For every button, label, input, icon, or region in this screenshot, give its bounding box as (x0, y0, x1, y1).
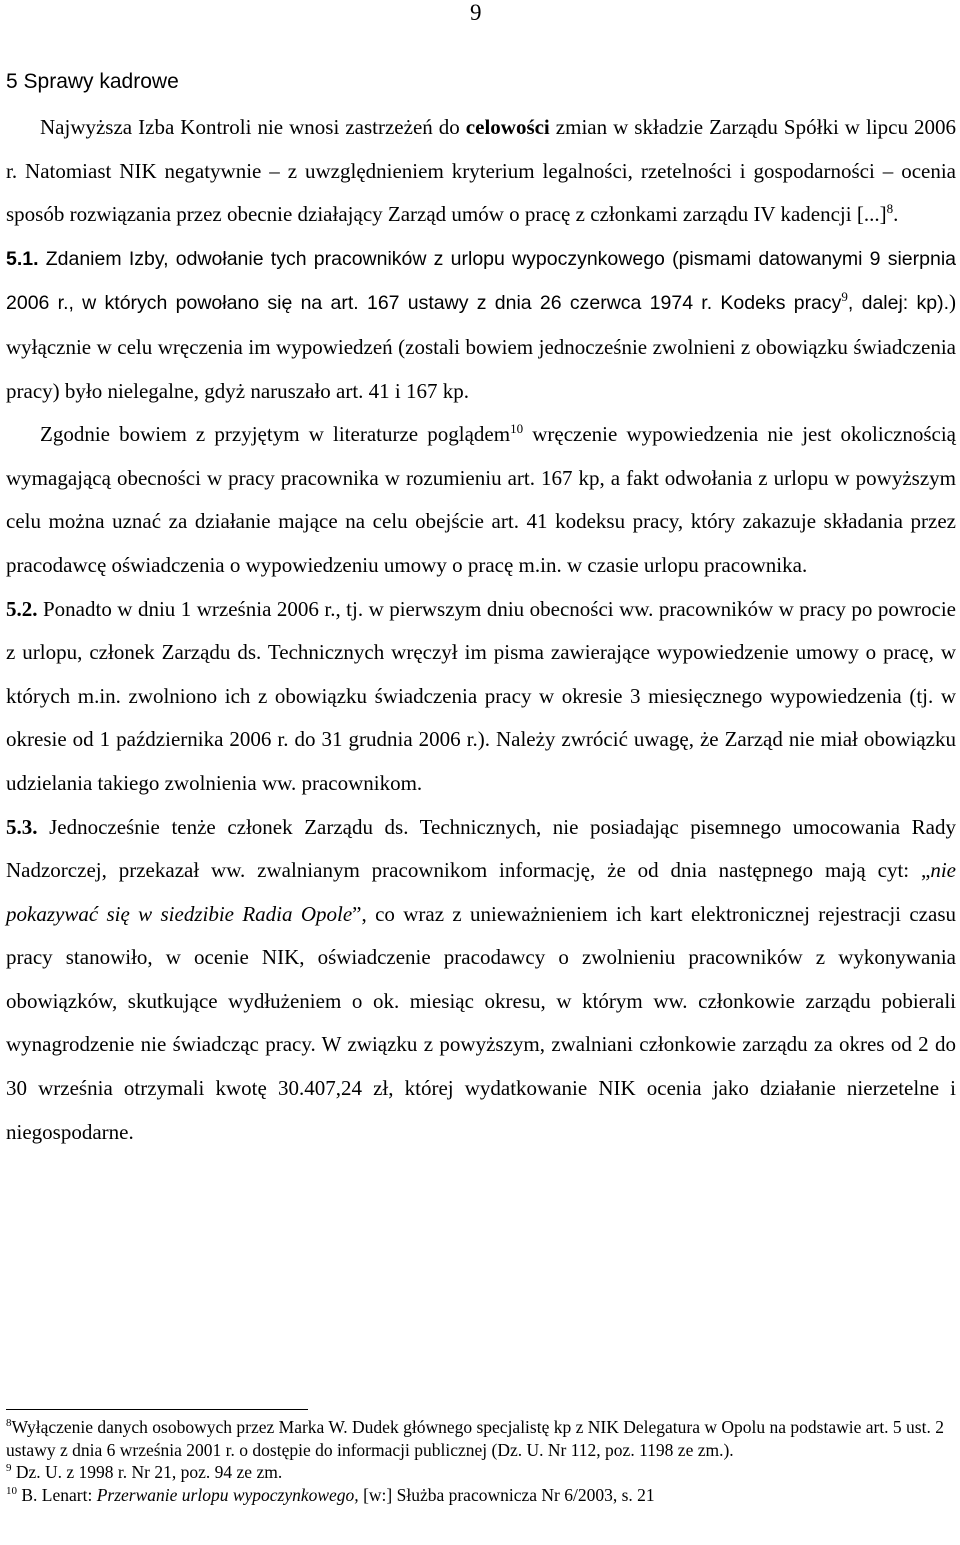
subsection-number: 5.3. (6, 814, 38, 839)
quoted-phrase: nie pokazywać się w siedzibie Radia Opole (6, 858, 956, 926)
paragraph-zgodnie (6, 413, 956, 587)
footnote-title: Przerwanie urlopu wypoczynkowego, (96, 1484, 359, 1505)
footnote-ref-9[interactable]: 9 (841, 289, 848, 305)
paragraph-text: , dalej: kp). (847, 292, 949, 315)
bold-term: celowości (465, 115, 550, 139)
footnotes (6, 1416, 956, 1506)
footnote-number: 8 (6, 1417, 12, 1429)
footnote-ref-8[interactable]: 8 (886, 201, 894, 217)
subsection-5-2 (6, 588, 956, 806)
footnote-ref-10[interactable]: 10 (510, 421, 524, 437)
footnote-number: 9 (6, 1462, 12, 1474)
paragraph-text: ”, co wraz z unieważnieniem ich kart elektronicznej rejestracji czasu pracy stanowiło, w ocenie NIK, oświadczenie pracodawcy o zwolnieniu pracowników z wykonywania obowiązków, skutkujące wydłużeniem o ok. miesiąc okresu, w którym ww. członkowie zarządu pobierali wynagrodzenie nie świadcząc pracy. W związku z powyższym, zwalniani członkowie zarządu za okres od 2 do 30 września otrzymali kwotę 30.407,24 zł, której wydatkowanie NIK ocenia jako działanie nierzetelne i niegospodarne. (6, 901, 956, 1144)
paragraph-intro (6, 106, 956, 237)
paragraph-text: . (893, 202, 899, 227)
footnote-separator (6, 1409, 308, 1410)
paragraph-text: Zdaniem Izby, odwołanie tych pracowników z urlopu wypoczynkowego (pismami datowanymi 9 sierpnia 2006 r., w których powołano się na art. 167 ustawy z dnia 26 czerwca 1974 r. Kodeks pracy (6, 247, 956, 315)
footnote-text: Dz. U. z 1998 r. Nr 21, poz. 94 ze zm. (11, 1462, 283, 1482)
footnote-text: [w:] Służba pracownicza Nr 6/2003, s. 21 (358, 1484, 655, 1505)
footnote-10 (6, 1484, 956, 1507)
page-number: 9 (470, 0, 482, 25)
section-heading: 5 Sprawy kadrowe (6, 70, 179, 93)
footnote-9 (6, 1461, 956, 1484)
document-body (6, 106, 956, 1154)
paragraph-text: wręczenie wypowiedzenia nie jest okolicznością wymagającą obecności w pracy pracownika w rozumieniu art. 167 kp, a fakt odwołania z urlopu w powyższym celu można uznać za działanie mające na celu obejście art. 41 kodeksu pracy, który zakazuje składania przez pracodawcę oświadczenia o wypowiedzeniu umowy o pracę m.in. w czasie urlopu pracownika. (6, 422, 956, 577)
footnote-8 (6, 1416, 956, 1461)
footnote-number: 10 (6, 1484, 17, 1497)
paragraph-text: Jednocześnie tenże członek Zarządu ds. Technicznych, nie posiadając pisemnego umocowania Rady Nadzorczej, przekazał ww. zwalnianym pracownikom informację, że od dnia następnego mają cyt: „ (6, 814, 956, 883)
paragraph-text: ) wyłącznie w celu wręczenia im wypowiedzeń (zostali bowiem jednocześnie zwolnieni z obowiązku świadczenia pracy) było nielegalne, gdyż naruszało art. 41 i 167 kp. (6, 290, 956, 403)
subsection-number: 5.1. (6, 247, 39, 270)
subsection-5-3 (6, 806, 956, 1155)
paragraph-text: Najwyższa Izba Kontroli nie wnosi zastrzeżeń do (40, 115, 466, 139)
footnote-text: Wyłączenie danych osobowych przez Marka W. Dudek głównego specjalistę kp z NIK Delegatura w Opolu na podstawie art. 5 ust. 2 ustawy z dnia 6 września 2001 r. o dostępie do informacji publicznej (Dz. U. Nr 112, poz. 1198 ze zm.). (6, 1417, 944, 1460)
subsection-5-1 (6, 237, 956, 413)
subsection-number: 5.2. (6, 596, 38, 621)
paragraph-text: zmian w składzie Zarządu Spółki w lipcu 2006 r. Natomiast NIK negatywnie – z uwzględnieniem kryterium legalności, rzetelności i gospodarności – ocenia sposób rozwiązania przez obecnie działający Zarząd umów o pracę z członkami zarządu IV kadencji [...] (6, 115, 956, 227)
footnote-text: B. Lenart: (17, 1484, 97, 1505)
paragraph-text: Zgodnie bowiem z przyjętym w literaturze poglądem (40, 422, 511, 447)
paragraph-text: Ponadto w dniu 1 września 2006 r., tj. w pierwszym dniu obecności ww. pracowników w pracy po powrocie z urlopu, członek Zarządu ds. Technicznych wręczył im pisma zawierające wypowiedzenie umowy o pracę, w których m.in. zwolniono ich z obowiązku świadczenia pracy w okresie 3 miesięcznego wypowiedzenia (tj. w okresie od 1 października 2006 r. do 31 grudnia 2006 r.). Należy zwrócić uwagę, że Zarząd nie miał obowiązku udzielania takiego zwolnienia ww. pracownikom. (6, 596, 956, 795)
